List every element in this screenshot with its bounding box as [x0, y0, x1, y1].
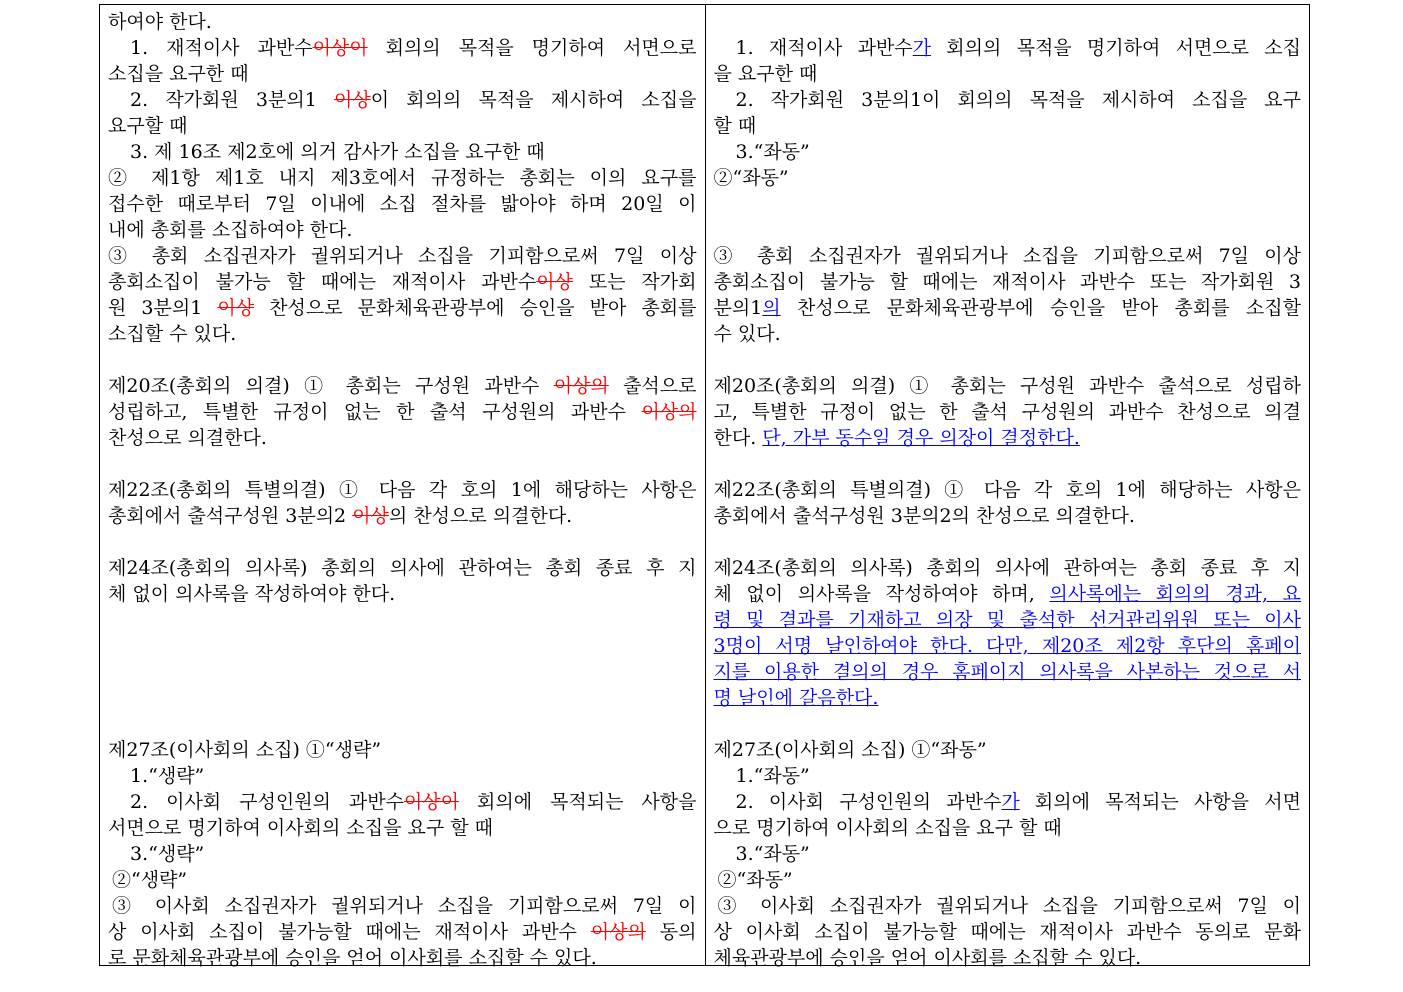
- text-segment: 한다.: [713, 427, 763, 449]
- deleted-text: 이상의: [553, 375, 609, 397]
- text-segment: 제27조(이사회의 소집) ①“좌동”: [713, 739, 987, 761]
- text-line: [714, 243, 1302, 269]
- text-segment: 제20조(총회의 의결) ① 총회는 구성원 과반수 출석으로 성립하: [713, 375, 1301, 397]
- text-line: [108, 867, 697, 893]
- inserted-text: 3명이 서명 날인하여야 한다. 다만, 제20조 제2항 후단의 홈페이: [713, 635, 1301, 657]
- text-line: [714, 789, 1302, 815]
- text-segment: 상 이사회 소집이 불가능할 때에는 재적이사 과반수: [108, 921, 591, 943]
- text-segment: 총회소집이 불가능 할 때에는 재적이사 과반수: [108, 271, 537, 293]
- revised-text-column: [706, 5, 1310, 969]
- text-line: [108, 243, 697, 269]
- text-segment: 회의에 목적되는 사항을: [459, 791, 697, 813]
- text-segment: 출석으로: [608, 375, 697, 397]
- text-line: [108, 113, 697, 139]
- text-line: [714, 165, 1302, 191]
- text-line: [108, 815, 697, 841]
- deleted-text: 이상이: [312, 37, 368, 59]
- text-line: [108, 321, 697, 347]
- inserted-text: 령 및 결과를 기재하고 의장 및 출석한 선거관리위원 또는 이사: [713, 609, 1301, 631]
- text-segment: 총회소집이 불가능 할 때에는 재적이사 과반수 또는 작가회원 3: [713, 271, 1301, 293]
- text-line: [108, 425, 697, 451]
- text-segment: 또는 작가회: [572, 271, 697, 293]
- text-segment: ②“좌동”: [713, 167, 789, 189]
- text-segment: 서면으로 명기하여 이사회의 소집을 요구 할 때: [108, 817, 493, 839]
- text-segment: 찬성으로 문화체육관광부에 승인을 받아 총회를 소집할: [780, 297, 1301, 319]
- text-line: [714, 633, 1302, 659]
- text-segment: 제20조(총회의 의결) ① 총회는 구성원 과반수: [108, 375, 554, 397]
- text-line: [108, 841, 697, 867]
- text-segment: 총회에서 출석구성원 3분의2: [108, 505, 353, 527]
- text-segment: 제24조(총회의 의사록) 총회의 의사에 관하여는 총회 종료 후 지: [108, 557, 697, 579]
- text-segment: 회의의 목적을 명기하여 서면으로: [367, 37, 697, 59]
- text-segment: 회의의 목적을 명기하여 서면으로 소집: [931, 37, 1301, 59]
- text-line: [714, 815, 1302, 841]
- text-line: [714, 893, 1302, 919]
- text-segment: ②“생략”: [112, 869, 188, 891]
- text-line: [108, 763, 697, 789]
- text-segment: 수 있다.: [713, 323, 781, 345]
- text-segment: 으로 명기하여 이사회의 소집을 요구 할 때: [713, 817, 1062, 839]
- text-line: [108, 35, 697, 61]
- text-segment: 분의1: [713, 297, 763, 319]
- text-line: [108, 139, 697, 165]
- text-line: [108, 295, 697, 321]
- text-line: [108, 477, 697, 503]
- deleted-text: 이상: [352, 505, 389, 527]
- text-line: [714, 113, 1302, 139]
- text-segment: 원 3분의1: [108, 297, 218, 319]
- text-segment: 소집을 요구한 때: [108, 63, 249, 85]
- text-line: [714, 321, 1302, 347]
- text-segment: 성립하고, 특별한 규정이 없는 한 출석 구성원의 과반수: [108, 401, 642, 423]
- text-line: [714, 685, 1302, 711]
- text-segment: 체 없이 의사록을 작성하여야 하며,: [713, 583, 1050, 605]
- deleted-text: 이상: [217, 297, 255, 319]
- text-line: [714, 61, 1302, 87]
- text-line: [108, 893, 697, 919]
- text-line: [714, 607, 1302, 633]
- text-segment: 회의에 목적되는 사항을 서면: [1019, 791, 1301, 813]
- text-line: [714, 763, 1302, 789]
- text-segment: 2. 이사회 구성인원의 과반수: [130, 791, 404, 813]
- text-line: [108, 191, 697, 217]
- text-segment: 제22조(총회의 특별의결) ① 다음 각 호의 1에 해당하는 사항은: [713, 479, 1301, 501]
- text-segment: 3.“생략”: [130, 843, 205, 865]
- text-line: [108, 945, 697, 971]
- text-line: [108, 555, 697, 581]
- text-segment: 제27조(이사회의 소집) ①“생략”: [108, 739, 382, 761]
- text-segment: 제22조(총회의 특별의결) ① 다음 각 호의 1에 해당하는 사항은: [108, 479, 697, 501]
- text-segment: 동의: [645, 921, 697, 943]
- text-line: [108, 789, 697, 815]
- deleted-text: 이상이: [403, 791, 460, 813]
- text-line: [108, 269, 697, 295]
- text-segment: ③ 총회 소집권자가 궐위되거나 소집을 기피함으로써 7일 이상: [108, 245, 697, 267]
- deleted-text: 이상의: [641, 401, 697, 423]
- text-line: [714, 555, 1302, 581]
- text-segment: 로 문화체육관광부에 승인을 얻어 이사회를 소집할 수 있다.: [108, 947, 597, 969]
- inserted-text: 명 날인에 갈음한다.: [713, 687, 879, 709]
- inserted-text: 단, 가부 동수일 경우 의장이 결정한다.: [762, 427, 1080, 449]
- text-segment: 3. 제 16조 제2호에 의거 감사가 소집을 요구한 때: [130, 141, 545, 163]
- text-segment: ③ 총회 소집권자가 궐위되거나 소집을 기피함으로써 7일 이상: [713, 245, 1301, 267]
- text-segment: 체육관광부에 승인을 얻어 이사회를 소집할 수 있다.: [713, 947, 1142, 969]
- text-line: [108, 399, 697, 425]
- text-segment: 소집할 수 있다.: [108, 323, 237, 345]
- text-line: [108, 737, 697, 763]
- text-segment: 3.“좌동”: [735, 141, 810, 163]
- text-line: [714, 35, 1302, 61]
- text-line: [714, 867, 1302, 893]
- text-line: [714, 425, 1302, 451]
- text-segment: 총회에서 출석구성원 3분의2의 찬성으로 의결한다.: [713, 505, 1135, 527]
- text-segment: 2. 작가회원 3분의1이 회의의 목적을 제시하여 소집을 요구: [735, 89, 1301, 111]
- text-line: [714, 737, 1302, 763]
- text-line: [714, 841, 1302, 867]
- text-line: [108, 581, 697, 607]
- text-segment: 2. 작가회원 3분의1: [130, 89, 335, 111]
- text-segment: 고, 특별한 규정이 없는 한 출석 구성원의 과반수 찬성으로 의결: [713, 401, 1301, 423]
- text-line: [714, 269, 1302, 295]
- text-segment: 접수한 때로부터 7일 이내에 소집 절차를 밟아야 하며 20일 이: [108, 193, 697, 215]
- text-line: [108, 87, 697, 113]
- text-segment: 1.“생략”: [130, 765, 205, 787]
- text-segment: 할 때: [713, 115, 757, 137]
- text-segment: 찬성으로 의결한다.: [108, 427, 267, 449]
- text-line: [108, 919, 697, 945]
- text-segment: 내에 총회를 소집하여야 한다.: [108, 219, 353, 241]
- text-line: [714, 295, 1302, 321]
- text-line: [714, 919, 1302, 945]
- text-segment: 1.“좌동”: [735, 765, 810, 787]
- text-segment: 2. 이사회 구성인원의 과반수: [735, 791, 1002, 813]
- text-segment: ②“좌동”: [717, 869, 793, 891]
- text-segment: 1. 재적이사 과반수: [130, 37, 313, 59]
- text-line: [714, 503, 1302, 529]
- inserted-text: 의사록에는 회의의 경과, 요: [1049, 583, 1301, 605]
- text-line: [714, 139, 1302, 165]
- text-segment: 1. 재적이사 과반수: [735, 37, 913, 59]
- text-line: [108, 373, 697, 399]
- text-segment: 제24조(총회의 의사록) 총회의 의사에 관하여는 총회 종료 후 지: [713, 557, 1301, 579]
- text-segment: ③ 이사회 소집권자가 궐위되거나 소집을 기피함으로써 7일 이: [717, 895, 1301, 917]
- text-line: [108, 503, 697, 529]
- text-line: [714, 87, 1302, 113]
- text-segment: 체 없이 의사록을 작성하여야 한다.: [108, 583, 396, 605]
- text-line: [714, 477, 1302, 503]
- text-segment: 의 찬성으로 의결한다.: [388, 505, 573, 527]
- comparison-table: [99, 4, 1310, 969]
- text-line: [108, 61, 697, 87]
- inserted-text: 의: [762, 297, 781, 319]
- text-segment: 찬성으로 문화체육관광부에 승인을 받아 총회를: [254, 297, 697, 319]
- text-segment: ② 제1항 제1호 내지 제3호에서 규정하는 총회는 이의 요구를: [108, 167, 697, 189]
- inserted-text: 가: [912, 37, 931, 59]
- deleted-text: 이상의: [590, 921, 646, 943]
- text-line: [108, 217, 697, 243]
- text-segment: 요구할 때: [108, 115, 188, 137]
- inserted-text: 가: [1001, 791, 1020, 813]
- deleted-text: 이상: [536, 271, 573, 293]
- deleted-text: 이상: [334, 89, 371, 111]
- text-line: [714, 581, 1302, 607]
- text-segment: 을 요구한 때: [713, 63, 818, 85]
- text-segment: 상 이사회 소집이 불가능할 때에는 재적이사 과반수 동의로 문화: [713, 921, 1301, 943]
- text-line: [108, 165, 697, 191]
- text-line: [108, 9, 697, 35]
- text-line: [714, 945, 1302, 971]
- text-segment: 3.“좌동”: [735, 843, 810, 865]
- inserted-text: 지를 이용한 결의의 경우 홈페이지 의사록을 사본하는 것으로 서: [713, 661, 1301, 683]
- text-segment: 이 회의의 목적을 제시하여 소집을: [370, 89, 697, 111]
- text-segment: 하여야 한다.: [108, 11, 212, 33]
- text-line: [714, 399, 1302, 425]
- text-line: [714, 659, 1302, 685]
- text-segment: ③ 이사회 소집권자가 궐위되거나 소집을 기피함으로써 7일 이: [112, 895, 697, 917]
- text-line: [714, 373, 1302, 399]
- current-text-column: [100, 5, 706, 969]
